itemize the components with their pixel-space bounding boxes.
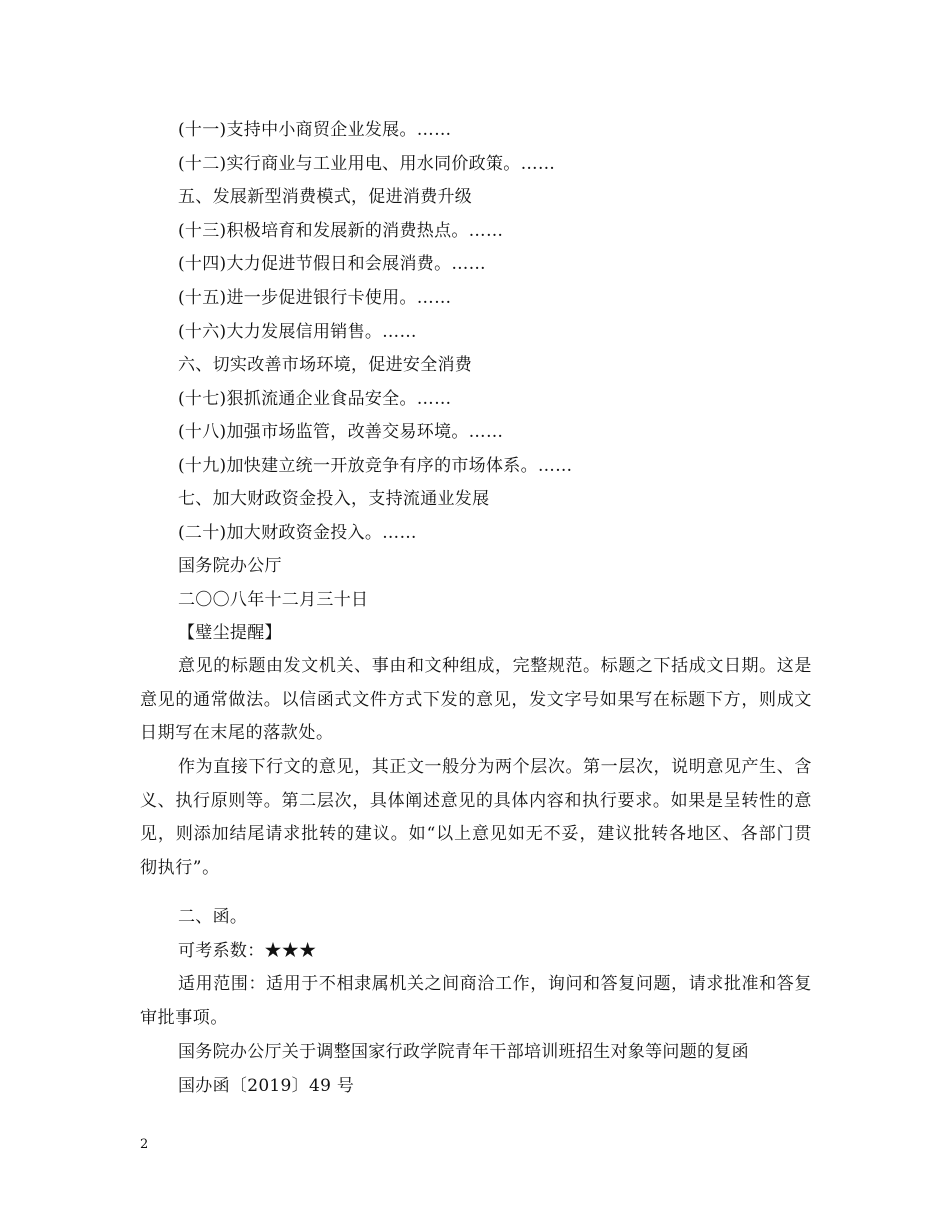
- page-number: 2: [140, 1137, 149, 1152]
- paragraph-1: 意见的标题由发文机关、事由和文种组成，完整规范。标题之下括成文日期。这是意见的通常做法。以信函式文件方式下发的意见，发文字号如果写在标题下方，则成文日期写在末尾的落款处。: [140, 656, 812, 743]
- paragraph-3: 适用范围：适用于不相隶属机关之间商洽工作，询问和答复问题，请求批准和答复审批事项。: [140, 974, 812, 1028]
- text-line: (十五)进一步促进银行卡使用。……: [178, 288, 452, 308]
- text-line: (二十)加大财政资金投入。……: [178, 523, 417, 543]
- section-heading: 七、加大财政资金投入，支持流通业发展: [178, 489, 490, 509]
- document-title-line: 国务院办公厅关于调整国家行政学院青年干部培训班招生对象等问题的复函: [178, 1042, 749, 1062]
- issuer-line: 国务院办公厅: [178, 556, 282, 576]
- date-line: 二〇〇八年十二月三十日: [178, 590, 369, 610]
- text-line: (十八)加强市场监管，改善交易环境。……: [178, 422, 504, 442]
- rating-line: 可考系数：★★★: [178, 941, 317, 961]
- text-line: (十一)支持中小商贸企业发展。……: [178, 120, 452, 140]
- section-heading: 五、发展新型消费模式，促进消费升级: [178, 187, 473, 207]
- section-heading: 六、切实改善市场环境，促进安全消费: [178, 355, 473, 375]
- paragraph-2: 作为直接下行文的意见，其正文一般分为两个层次。第一层次，说明意见产生、含义、执行原则等。第二层次，具体阐述意见的具体内容和执行要求。如果是呈转性的意见，则添加结尾请求批转的建议。如“以上意见如无不妥，建议批转各地区、各部门贯彻执行”。: [140, 757, 812, 878]
- text-line: (十七)狠抓流通企业食品安全。……: [178, 389, 452, 409]
- text-line: (十四)大力促进节假日和会展消费。……: [178, 254, 486, 274]
- document-number-line: 国办函〔2019〕49 号: [178, 1076, 355, 1096]
- note-heading: 【璧尘提醒】: [178, 623, 282, 643]
- text-line: (十九)加快建立统一开放竞争有序的市场体系。……: [178, 456, 573, 476]
- text-line: (十二)实行商业与工业用电、用水同价政策。……: [178, 154, 556, 174]
- text-line: (十六)大力发展信用销售。……: [178, 322, 417, 342]
- text-line: (十三)积极培育和发展新的消费热点。……: [178, 221, 504, 241]
- section-heading: 二、函。: [178, 907, 248, 927]
